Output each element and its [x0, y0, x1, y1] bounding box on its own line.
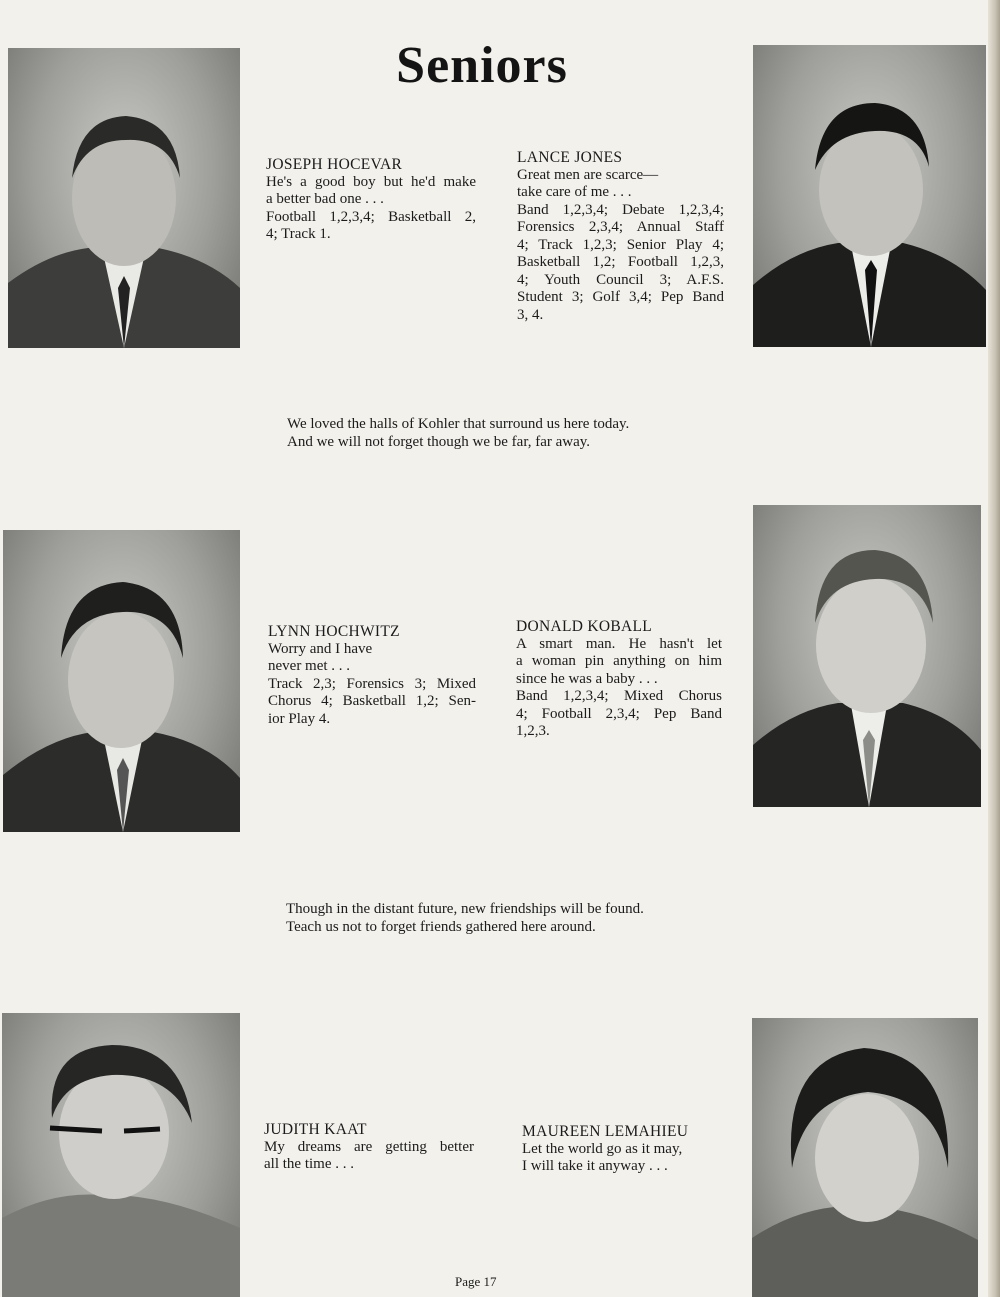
- senior-name: LYNN HOCHWITZ: [268, 623, 400, 640]
- senior-entry-jones: [517, 149, 724, 324]
- portrait-photo-kaat: [2, 1013, 240, 1297]
- entry-line: Basketball 1,2; Football 1,2,3,: [517, 254, 724, 270]
- entry-line: Chorus 4; Basketball 1,2; Sen-: [268, 693, 476, 709]
- entry-line: He's a good boy but he'd make: [266, 173, 476, 190]
- entry-line: Football 1,2,3,4; Basketball 2,: [266, 208, 476, 225]
- verse-line: Teach us not to forget friends gathered here around.: [286, 919, 596, 935]
- senior-entry-hochwitz: [268, 623, 476, 728]
- entry-line: Great men are scarce—: [517, 166, 659, 183]
- entry-line: take care of me . . .: [517, 184, 632, 200]
- senior-name: JOSEPH HOCEVAR: [266, 156, 403, 173]
- entry-line: a woman pin anything on him: [516, 653, 722, 669]
- entry-line: 4; Youth Council 3; A.F.S.: [517, 271, 724, 288]
- entry-line: I will take it anyway . . .: [522, 1158, 668, 1174]
- portrait-photo-hocevar: [8, 48, 240, 348]
- senior-name: DONALD KOBALL: [516, 618, 653, 635]
- verse-halls-of-kohler: [287, 415, 727, 451]
- verse-line: And we will not forget though we be far, far away.: [287, 434, 591, 450]
- entry-line: Student 3; Golf 3,4; Pep Band: [517, 289, 724, 305]
- entry-line: a better bad one . . .: [266, 191, 384, 207]
- senior-entry-lemahieu: [522, 1123, 722, 1176]
- entry-line: Track 2,3; Forensics 3; Mixed: [268, 675, 476, 692]
- entry-line: Worry and I have: [268, 640, 373, 657]
- senior-name: MAUREEN LEMAHIEU: [522, 1123, 689, 1140]
- entry-line: 4; Track 1.: [266, 226, 331, 242]
- verse-line: Though in the distant future, new friendships will be found.: [286, 901, 644, 917]
- entry-line: Forensics 2,3,4; Annual Staff: [517, 219, 724, 235]
- page-edge: [988, 0, 1000, 1297]
- senior-entry-hocevar: [266, 156, 476, 244]
- portrait-photo-jones: [753, 45, 986, 347]
- entry-line: Let the world go as it may,: [522, 1140, 683, 1157]
- entry-line: A smart man. He hasn't let: [516, 635, 722, 652]
- senior-entry-koball: [516, 618, 722, 741]
- senior-entry-kaat: [264, 1121, 474, 1174]
- senior-name: LANCE JONES: [517, 149, 623, 166]
- entry-line: 4; Football 2,3,4; Pep Band: [516, 705, 722, 722]
- page-title: Seniors: [396, 37, 568, 94]
- entry-line: Band 1,2,3,4; Mixed Chorus: [516, 688, 722, 704]
- entry-line: 4; Track 1,2,3; Senior Play 4;: [517, 236, 724, 253]
- entry-line: since he was a baby . . .: [516, 670, 658, 687]
- verse-distant-future: [286, 900, 726, 936]
- entry-line: never met . . .: [268, 658, 351, 674]
- entry-line: ior Play 4.: [268, 710, 331, 727]
- portrait-photo-hochwitz: [3, 530, 240, 832]
- entry-line: 3, 4.: [517, 306, 544, 323]
- portrait-photo-koball: [753, 505, 981, 807]
- verse-line: We loved the halls of Kohler that surround us here today.: [287, 416, 630, 432]
- senior-name: JUDITH KAAT: [264, 1121, 367, 1138]
- entry-line: Band 1,2,3,4; Debate 1,2,3,4;: [517, 201, 724, 218]
- portrait-photo-lemahieu: [752, 1018, 978, 1297]
- page-number: Page 17: [455, 1274, 497, 1289]
- entry-line: 1,2,3.: [516, 723, 550, 739]
- entry-line: My dreams are getting better: [264, 1138, 474, 1155]
- entry-line: all the time . . .: [264, 1156, 354, 1172]
